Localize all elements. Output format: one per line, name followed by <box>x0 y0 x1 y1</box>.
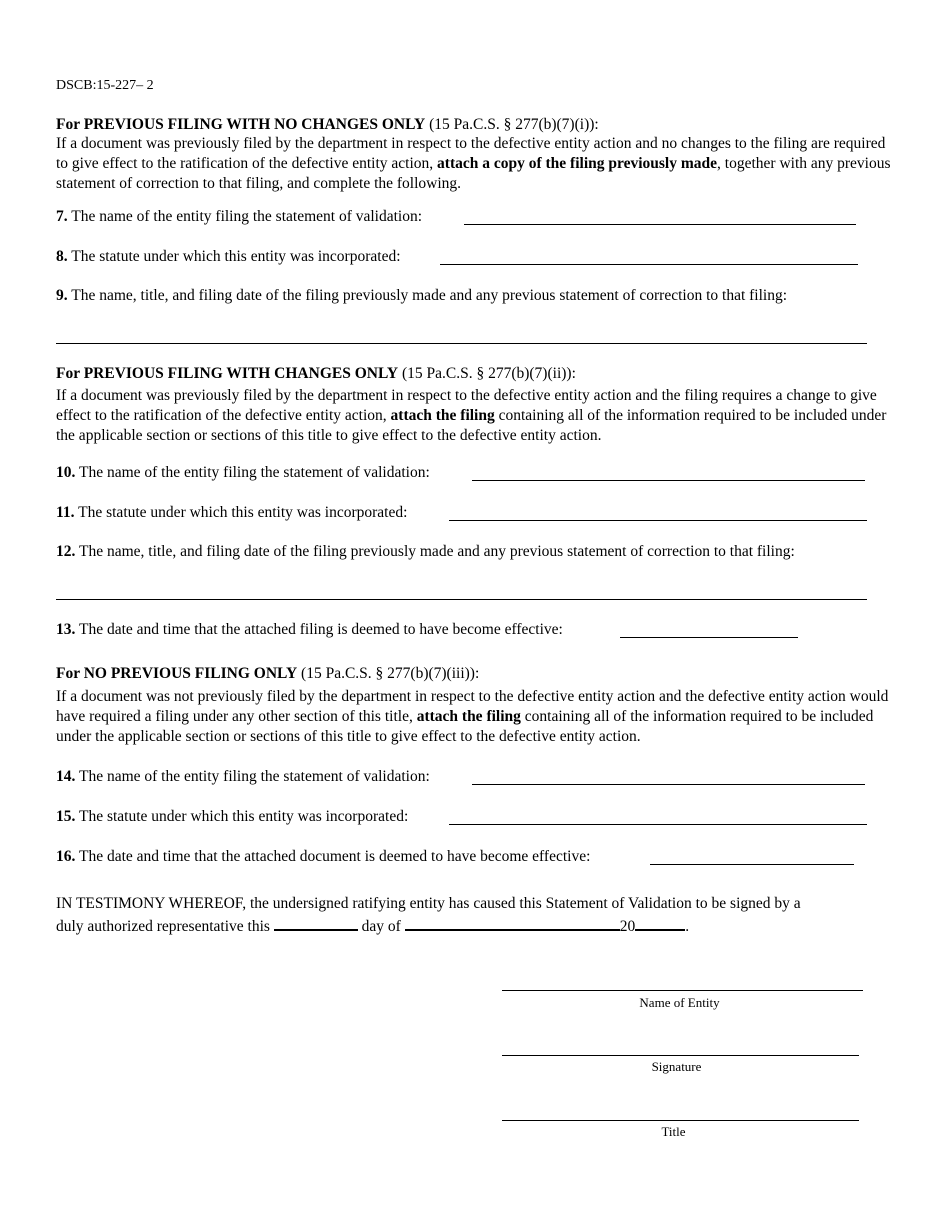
title-input[interactable] <box>502 1120 859 1121</box>
signature-input[interactable] <box>502 1055 859 1056</box>
item-15-input[interactable] <box>449 823 867 825</box>
item-14-label: 14. The name of the entity filing the statement of validation: <box>56 768 430 785</box>
testimony-line-1: IN TESTIMONY WHEREOF, the undersigned ratifying entity has caused this Statement of Validation to be signed by a <box>56 895 801 912</box>
item-12-input[interactable] <box>56 598 867 600</box>
item-8-input[interactable] <box>440 263 858 265</box>
item-13-input[interactable] <box>620 636 798 638</box>
section-with-changes-title: For PREVIOUS FILING WITH CHANGES ONLY (15 Pa.C.S. § 277(b)(7)(ii)): <box>56 365 576 382</box>
section-no-changes-title: For PREVIOUS FILING WITH NO CHANGES ONLY (15 Pa.C.S. § 277(b)(7)(i)): <box>56 116 599 133</box>
item-16-label: 16. The date and time that the attached document is deemed to have become effective: <box>56 848 591 865</box>
section-no-changes-paragraph: If a document was previously filed by the department in respect to the defective entity action and no changes to the filing are required to give effect to the ratification of the defective entity action, attach a copy of the filing previously made, together with any previous statement of correction to that filing, and complete the following. <box>56 135 891 192</box>
item-10-input[interactable] <box>472 479 865 481</box>
item-16-input[interactable] <box>650 863 854 865</box>
item-12-label: 12. The name, title, and filing date of the filing previously made and any previous statement of correction to that filing: <box>56 543 795 560</box>
item-10-label: 10. The name of the entity filing the statement of validation: <box>56 464 430 481</box>
section-with-changes-paragraph: If a document was previously filed by the department in respect to the defective entity action and the filing requires a change to give effect to the ratification of the defective entity action, attach the filing containing all of the information required to be included under the applicable section or sections of this title to give effect to the defective entity action. <box>56 387 887 444</box>
item-9-label: 9. The name, title, and filing date of the filing previously made and any previous statement of correction to that filing: <box>56 287 788 304</box>
testimony-month-input[interactable] <box>405 914 620 931</box>
name-of-entity-input[interactable] <box>502 990 863 991</box>
section-no-previous-paragraph: If a document was not previously filed by the department in respect to the defective entity action and the defective entity action would have required a filing under any other section of this title, attach the filing containing all of the information required to be included under the applicable section or sections of this title to give effect to the defective entity action. <box>56 688 889 745</box>
section-no-previous-title: For NO PREVIOUS FILING ONLY (15 Pa.C.S. § 277(b)(7)(iii)): <box>56 665 480 682</box>
testimony-year-input[interactable] <box>635 914 685 931</box>
item-15-label: 15. The statute under which this entity was incorporated: <box>56 808 409 825</box>
name-of-entity-label: Name of Entity <box>639 995 720 1010</box>
title-label: Title <box>661 1124 686 1139</box>
testimony-day-input[interactable] <box>274 914 358 931</box>
item-8-label: 8. The statute under which this entity was incorporated: <box>56 248 401 265</box>
form-code: DSCB:15-227– 2 <box>56 78 154 93</box>
signature-label: Signature <box>651 1059 702 1074</box>
item-11-label: 11. The statute under which this entity was incorporated: <box>56 504 408 521</box>
item-7-input[interactable] <box>464 223 856 225</box>
testimony-line-2: duly authorized representative this day of 20 . <box>56 914 689 937</box>
item-9-input[interactable] <box>56 342 867 344</box>
item-14-input[interactable] <box>472 783 865 785</box>
item-13-label: 13. The date and time that the attached filing is deemed to have become effective: <box>56 621 563 638</box>
item-7-label: 7. The name of the entity filing the statement of validation: <box>56 208 423 225</box>
item-11-input[interactable] <box>449 519 867 521</box>
